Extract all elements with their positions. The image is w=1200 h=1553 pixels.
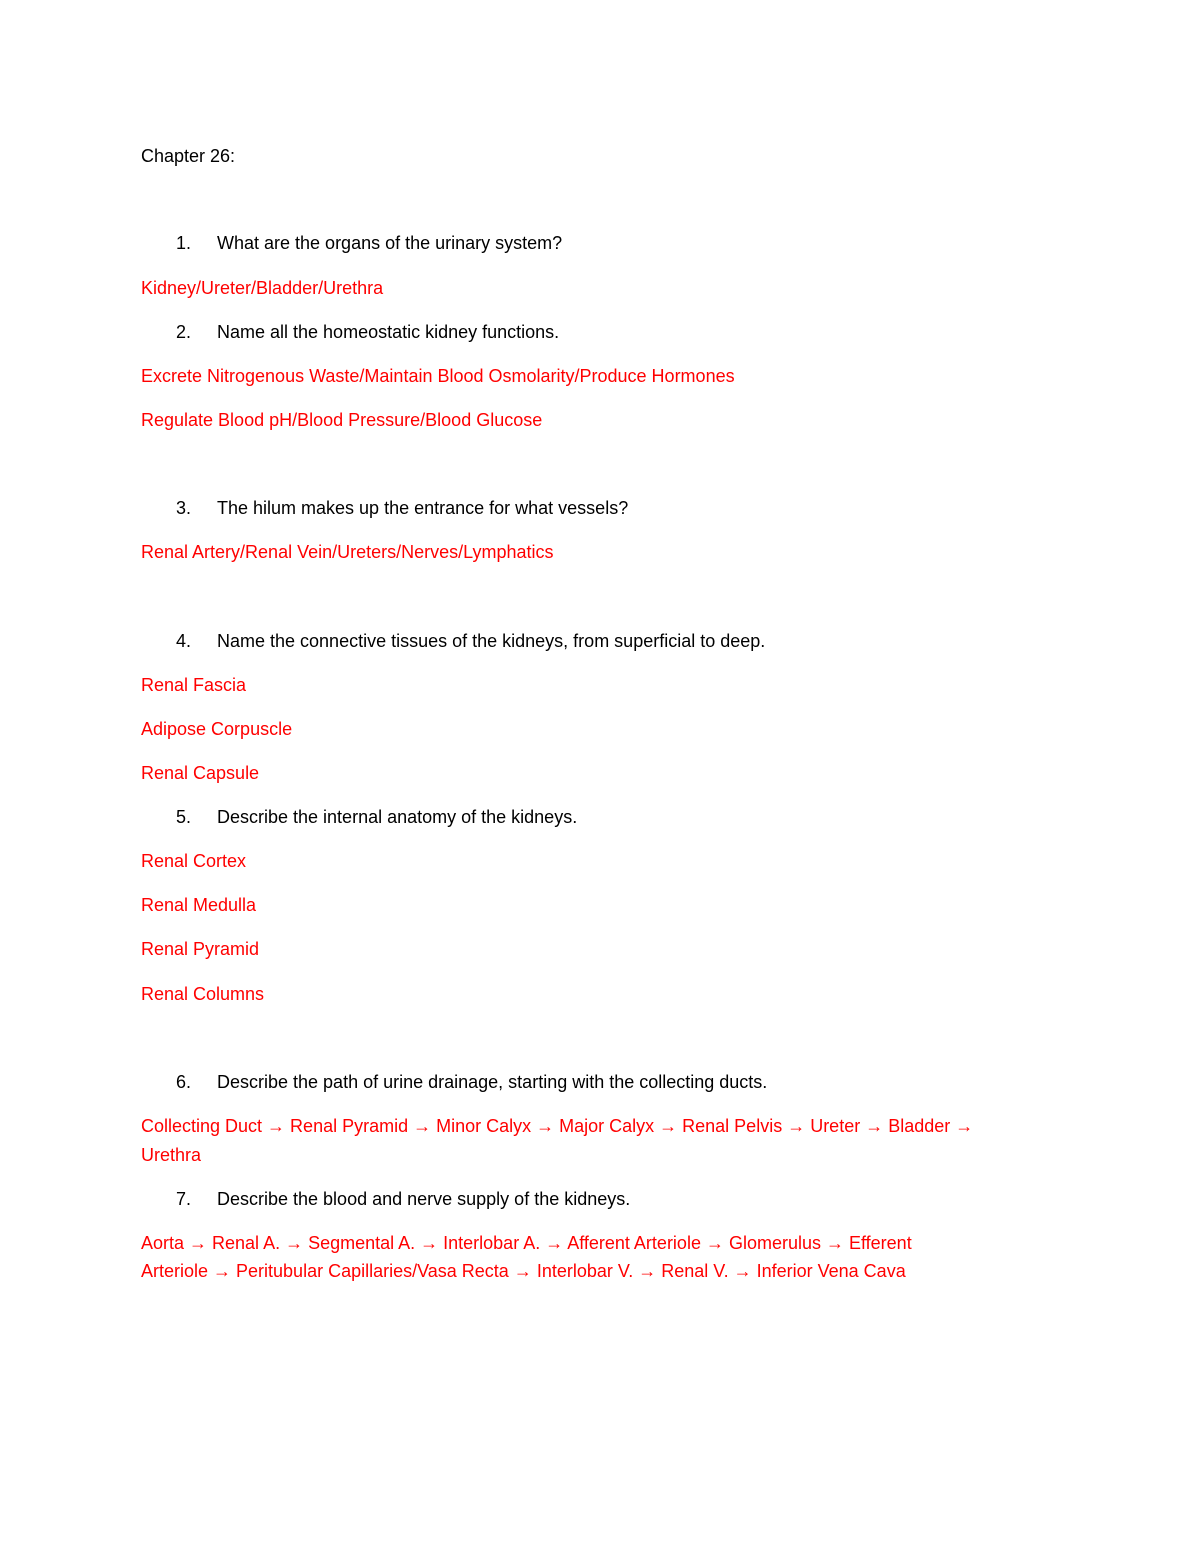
answer-4-line-3: Renal Capsule: [141, 763, 260, 783]
question-7-text: Describe the blood and nerve supply of the kidneys.: [217, 1189, 631, 1209]
answer-7-line-2: Arteriole → Peritubular Capillaries/Vasa Recta → Interlobar V. → Renal V. → Inferior Vena Cava: [141, 1261, 906, 1281]
question-5: [141, 803, 577, 832]
answer-5-line-1: Renal Cortex: [141, 851, 247, 871]
answer-6-line-2: Urethra: [141, 1145, 202, 1165]
answer-5-line-4: Renal Columns: [141, 984, 265, 1004]
question-6: [141, 1068, 767, 1097]
question-2-number: 2.: [176, 322, 192, 342]
question-4-number: 4.: [176, 631, 192, 651]
question-5-text: Describe the internal anatomy of the kidneys.: [217, 807, 578, 827]
answer-5-line-2: Renal Medulla: [141, 895, 257, 915]
answer-3-line-1: Renal Artery/Renal Vein/Ureters/Nerves/Lymphatics: [141, 542, 554, 562]
chapter-heading: Chapter 26:: [141, 146, 236, 166]
question-1-number: 1.: [176, 233, 192, 253]
question-4-text: Name the connective tissues of the kidneys, from superficial to deep.: [217, 631, 766, 651]
question-5-number: 5.: [176, 807, 192, 827]
answer-4-line-2: Adipose Corpuscle: [141, 719, 293, 739]
question-6-number: 6.: [176, 1072, 192, 1092]
question-7-number: 7.: [176, 1189, 192, 1209]
answer-7-line-1: Aorta → Renal A. → Segmental A. → Interlobar A. → Afferent Arteriole → Glomerulus → Efferent: [141, 1233, 912, 1253]
answer-6-line-1: Collecting Duct → Renal Pyramid → Minor Calyx → Major Calyx → Renal Pelvis → Ureter → Bladder →: [141, 1116, 974, 1136]
question-7: [141, 1185, 630, 1214]
answer-5-line-3: Renal Pyramid: [141, 939, 260, 959]
answer-2-line-1: Excrete Nitrogenous Waste/Maintain Blood Osmolarity/Produce Hormones: [141, 366, 735, 386]
answer-2-line-2: Regulate Blood pH/Blood Pressure/Blood Glucose: [141, 410, 543, 430]
question-3: [141, 494, 628, 523]
answer-1-line-1: Kidney/Ureter/Bladder/Urethra: [141, 278, 384, 298]
question-6-text: Describe the path of urine drainage, starting with the collecting ducts.: [217, 1072, 768, 1092]
question-4: [141, 627, 765, 656]
answer-4-line-1: Renal Fascia: [141, 675, 247, 695]
question-3-text: The hilum makes up the entrance for what vessels?: [217, 498, 629, 518]
question-1-text: What are the organs of the urinary system?: [217, 233, 563, 253]
question-1: [141, 229, 562, 258]
question-2-text: Name all the homeostatic kidney functions.: [217, 322, 560, 342]
question-3-number: 3.: [176, 498, 192, 518]
question-2: [141, 318, 559, 347]
